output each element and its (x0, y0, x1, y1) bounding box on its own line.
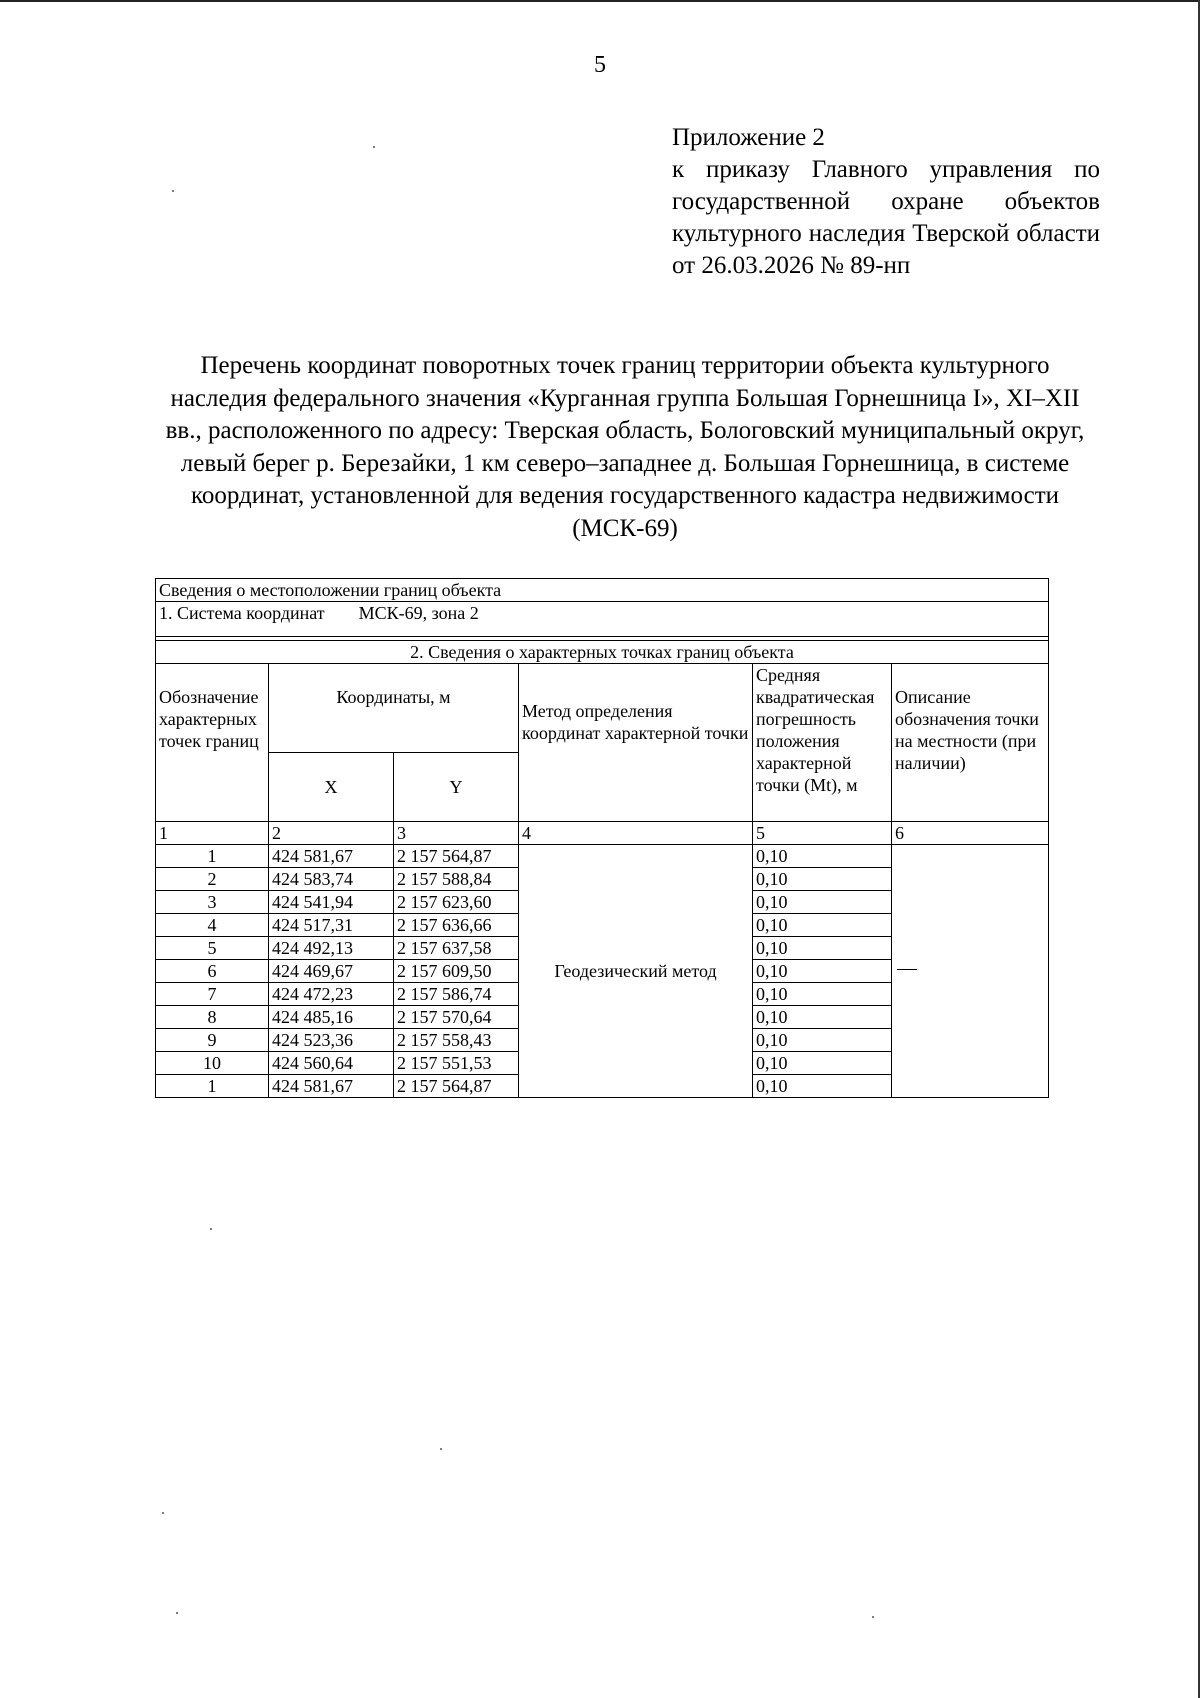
column-number: 3 (394, 822, 519, 845)
column-number: 5 (753, 822, 892, 845)
coord-x: 424 469,67 (269, 960, 394, 983)
table-row (156, 845, 1049, 868)
description-cell (892, 845, 1049, 1098)
header-y: Y (394, 753, 519, 822)
header-error: Средняя квадратическая погрешность положения характерной точки (Mt), м (753, 664, 892, 822)
point-number: 1 (156, 845, 269, 868)
error-value: 0,10 (753, 914, 892, 937)
point-number: 8 (156, 1006, 269, 1029)
coord-x: 424 581,67 (269, 1075, 394, 1098)
coord-x: 424 541,94 (269, 891, 394, 914)
coord-x: 424 581,67 (269, 845, 394, 868)
coord-y: 2 157 636,66 (394, 914, 519, 937)
point-number: 3 (156, 891, 269, 914)
coord-system-label: 1. Система координат (159, 603, 325, 623)
appendix-body: к приказу Главного управления по государственной охране объектов культурного наследия Тверской области от 26.03.2026 № 89-нп (672, 156, 1100, 279)
page-number: 5 (594, 52, 606, 78)
points-section-row (156, 641, 1049, 664)
coord-y: 2 157 564,87 (394, 1075, 519, 1098)
error-value: 0,10 (753, 1029, 892, 1052)
header-method: Метод определения координат характерной точки (519, 664, 753, 822)
scan-speck (176, 1612, 178, 1614)
header-description: Описание обозначения точки на местности (при наличии) (892, 664, 1049, 822)
coord-x: 424 523,36 (269, 1029, 394, 1052)
point-number: 5 (156, 937, 269, 960)
error-value: 0,10 (753, 1006, 892, 1029)
coord-x: 424 472,23 (269, 983, 394, 1006)
point-number: 4 (156, 914, 269, 937)
header-coordinates: Координаты, м (269, 664, 519, 753)
point-number: 1 (156, 1075, 269, 1098)
error-value: 0,10 (753, 891, 892, 914)
coord-y: 2 157 551,53 (394, 1052, 519, 1075)
coord-y: 2 157 609,50 (394, 960, 519, 983)
points-section-title: 2. Сведения о характерных точках границ объекта (156, 641, 1049, 664)
point-number: 10 (156, 1052, 269, 1075)
coord-y: 2 157 558,43 (394, 1029, 519, 1052)
error-value: 0,10 (753, 1075, 892, 1098)
coord-y: 2 157 588,84 (394, 868, 519, 891)
scan-speck (172, 190, 174, 192)
header-x: X (269, 753, 394, 822)
coord-system-row (156, 602, 1049, 637)
column-number: 1 (156, 822, 269, 845)
table-section-row (156, 579, 1049, 602)
coord-y: 2 157 637,58 (394, 937, 519, 960)
point-number: 6 (156, 960, 269, 983)
error-value: 0,10 (753, 845, 892, 868)
section-title-cell: Сведения о местоположении границ объекта (156, 579, 1049, 602)
error-value: 0,10 (753, 983, 892, 1006)
page-edge-top (0, 0, 1200, 2)
coord-y: 2 157 564,87 (394, 845, 519, 868)
coord-x: 424 583,74 (269, 868, 394, 891)
method-cell: Геодезический метод (519, 845, 753, 1098)
scan-speck (210, 1228, 212, 1230)
header-row-top (156, 664, 1049, 753)
coord-x: 424 492,13 (269, 937, 394, 960)
column-number: 6 (892, 822, 1049, 845)
coord-x: 424 517,31 (269, 914, 394, 937)
appendix-block (672, 122, 1100, 282)
scan-speck (440, 1448, 442, 1450)
error-value: 0,10 (753, 960, 892, 983)
appendix-title: Приложение 2 (672, 124, 825, 151)
boundary-coordinates-table (155, 578, 1049, 1098)
dash-mark (897, 969, 917, 970)
column-number: 4 (519, 822, 753, 845)
coord-x: 424 485,16 (269, 1006, 394, 1029)
error-value: 0,10 (753, 1052, 892, 1075)
scan-speck (373, 146, 375, 148)
coord-x: 424 560,64 (269, 1052, 394, 1075)
coord-system-cell (156, 602, 1049, 637)
error-value: 0,10 (753, 868, 892, 891)
coord-y: 2 157 586,74 (394, 983, 519, 1006)
scan-speck (872, 1616, 874, 1618)
scan-speck (162, 1512, 164, 1514)
point-number: 2 (156, 868, 269, 891)
point-number: 7 (156, 983, 269, 1006)
column-numbers-row (156, 822, 1049, 845)
column-number: 2 (269, 822, 394, 845)
coord-y: 2 157 570,64 (394, 1006, 519, 1029)
point-number: 9 (156, 1029, 269, 1052)
coord-system-value: МСК-69, зона 2 (358, 603, 479, 623)
coord-y: 2 157 623,60 (394, 891, 519, 914)
error-value: 0,10 (753, 937, 892, 960)
document-heading: Перечень координат поворотных точек границ территории объекта культурного наследия федерального значения «Курганная группа Большая Горнешница I», XI–XII вв., расположенного по адресу: Тверская область, Бологовский муниципальный округ, левый берег р. Березайки, 1 км северо–западнее д. Большая Горнешница, в системе координат, установленной для ведения государственного кадастра недвижимости (МСК-69) (165, 352, 1085, 542)
header-designation: Обозначение характерных точек границ (156, 664, 269, 822)
